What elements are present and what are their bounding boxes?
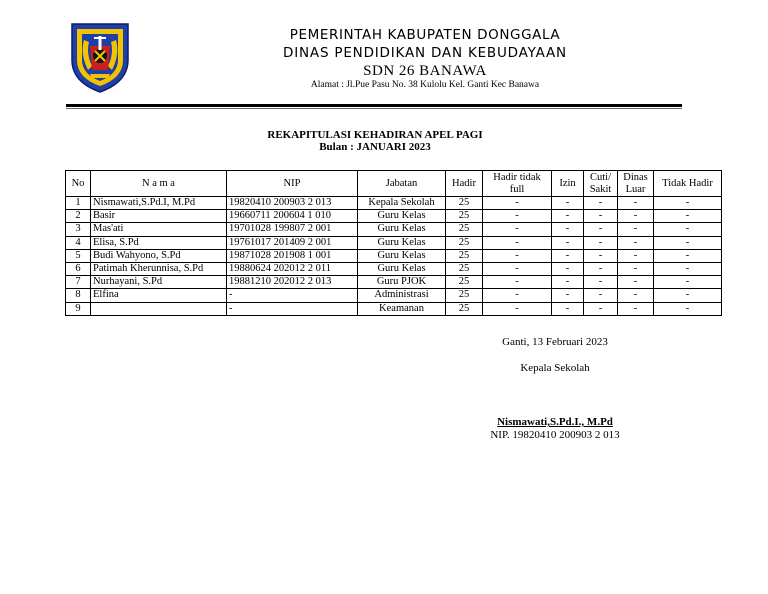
cell-no: 7: [66, 276, 91, 289]
cell-nip: 19820410 200903 2 013: [227, 197, 358, 210]
table-row: [66, 263, 722, 276]
cell-leave-sick: -: [584, 289, 618, 302]
cell-no: 4: [66, 236, 91, 249]
header-absent: Tidak Hadir: [654, 171, 722, 197]
cell-name: Elfina: [91, 289, 227, 302]
cell-absent: -: [654, 197, 722, 210]
table-row: [66, 236, 722, 249]
cell-official-duty: -: [618, 263, 654, 276]
cell-leave-sick: -: [584, 263, 618, 276]
cell-nip: 19871028 201908 1 001: [227, 249, 358, 262]
cell-no: 1: [66, 197, 91, 210]
cell-no: 8: [66, 289, 91, 302]
cell-absent: -: [654, 276, 722, 289]
cell-absent: -: [654, 223, 722, 236]
cell-partial-present: -: [483, 276, 552, 289]
cell-official-duty: -: [618, 197, 654, 210]
cell-name: Basir: [91, 210, 227, 223]
header-official-duty: Dinas Luar: [618, 171, 654, 197]
cell-present: 25: [446, 276, 483, 289]
cell-permission: -: [552, 276, 584, 289]
cell-absent: -: [654, 289, 722, 302]
cell-partial-present: -: [483, 289, 552, 302]
cell-present: 25: [446, 302, 483, 315]
cell-name: Nurhayani, S.Pd: [91, 276, 227, 289]
cell-official-duty: -: [618, 302, 654, 315]
cell-permission: -: [552, 263, 584, 276]
cell-position: Keamanan: [358, 302, 446, 315]
document-title: REKAPITULASI KEHADIRAN APEL PAGI: [267, 129, 483, 141]
table-row: [66, 302, 722, 315]
cell-present: 25: [446, 236, 483, 249]
letterhead-address: Alamat : Jl.Pue Pasu No. 38 Kulolu Kel. Ganti Kec Banawa: [310, 80, 540, 90]
cell-official-duty: -: [618, 223, 654, 236]
cell-partial-present: -: [483, 302, 552, 315]
letterhead-school-name: SDN 26 BANAWA: [363, 63, 487, 79]
document-period: Bulan : JANUARI 2023: [319, 141, 431, 153]
signature-nip: NIP. 19820410 200903 2 013: [490, 429, 620, 441]
cell-no: 5: [66, 249, 91, 262]
cell-present: 25: [446, 263, 483, 276]
cell-official-duty: -: [618, 276, 654, 289]
cell-name: Elisa, S.Pd: [91, 236, 227, 249]
cell-nip: 19881210 202012 2 013: [227, 276, 358, 289]
cell-position: Guru Kelas: [358, 263, 446, 276]
cell-partial-present: -: [483, 223, 552, 236]
header-no: No: [66, 171, 91, 197]
table-row: [66, 289, 722, 302]
cell-permission: -: [552, 249, 584, 262]
cell-no: 6: [66, 263, 91, 276]
signature-name: Nismawati,S.Pd.I., M.Pd: [497, 416, 613, 428]
header-name: N a m a: [91, 171, 227, 197]
cell-position: Kepala Sekolah: [358, 197, 446, 210]
cell-nip: 19701028 199807 2 001: [227, 223, 358, 236]
letterhead-government: PEMERINTAH KABUPATEN DONGGALA: [289, 27, 561, 43]
table-row: [66, 210, 722, 223]
regency-emblem-icon: [68, 20, 132, 94]
cell-leave-sick: -: [584, 302, 618, 315]
letterhead-department: DINAS PENDIDIKAN DAN KEBUDAYAAN: [283, 45, 567, 61]
cell-position: Guru PJOK: [358, 276, 446, 289]
cell-name: Mas'ati: [91, 223, 227, 236]
signature-role: Kepala Sekolah: [520, 362, 590, 374]
cell-present: 25: [446, 210, 483, 223]
cell-permission: -: [552, 210, 584, 223]
cell-leave-sick: -: [584, 197, 618, 210]
header-partial-present: Hadir tidak full: [483, 171, 552, 197]
cell-no: 9: [66, 302, 91, 315]
table-row: [66, 276, 722, 289]
cell-partial-present: -: [483, 210, 552, 223]
cell-official-duty: -: [618, 289, 654, 302]
cell-nip: 19761017 201409 2 001: [227, 236, 358, 249]
cell-leave-sick: -: [584, 236, 618, 249]
cell-absent: -: [654, 210, 722, 223]
cell-present: 25: [446, 289, 483, 302]
cell-nip: -: [227, 302, 358, 315]
cell-present: 25: [446, 249, 483, 262]
cell-position: Administrasi: [358, 289, 446, 302]
cell-no: 3: [66, 223, 91, 236]
cell-name: [91, 302, 227, 315]
cell-position: Guru Kelas: [358, 236, 446, 249]
header-nip: NIP: [227, 171, 358, 197]
cell-leave-sick: -: [584, 223, 618, 236]
table-row: [66, 223, 722, 236]
header-leave-sick: Cuti/ Sakit: [584, 171, 618, 197]
cell-nip: -: [227, 289, 358, 302]
cell-leave-sick: -: [584, 210, 618, 223]
cell-absent: -: [654, 302, 722, 315]
cell-permission: -: [552, 289, 584, 302]
cell-permission: -: [552, 302, 584, 315]
letterhead-divider: [66, 104, 682, 107]
table-header-row: [66, 171, 722, 197]
table-row: [66, 249, 722, 262]
cell-permission: -: [552, 223, 584, 236]
cell-official-duty: -: [618, 249, 654, 262]
cell-position: Guru Kelas: [358, 223, 446, 236]
cell-absent: -: [654, 249, 722, 262]
cell-name: Patimah Kherunnisa, S.Pd: [91, 263, 227, 276]
cell-partial-present: -: [483, 263, 552, 276]
header-position: Jabatan: [358, 171, 446, 197]
table-row: [66, 197, 722, 210]
cell-present: 25: [446, 223, 483, 236]
cell-no: 2: [66, 210, 91, 223]
cell-position: Guru Kelas: [358, 249, 446, 262]
cell-partial-present: -: [483, 249, 552, 262]
cell-present: 25: [446, 197, 483, 210]
cell-partial-present: -: [483, 236, 552, 249]
cell-name: Nismawati,S.Pd.I, M.Pd: [91, 197, 227, 210]
cell-official-duty: -: [618, 236, 654, 249]
cell-leave-sick: -: [584, 276, 618, 289]
header-present: Hadir: [446, 171, 483, 197]
attendance-table: [65, 170, 722, 316]
cell-position: Guru Kelas: [358, 210, 446, 223]
signature-place-date: Ganti, 13 Februari 2023: [502, 336, 608, 348]
cell-permission: -: [552, 236, 584, 249]
letterhead-divider-thin: [66, 108, 682, 109]
cell-permission: -: [552, 197, 584, 210]
cell-nip: 19660711 200604 1 010: [227, 210, 358, 223]
attendance-table-body: [66, 197, 722, 316]
cell-nip: 19880624 202012 2 011: [227, 263, 358, 276]
header-permission: Izin: [552, 171, 584, 197]
cell-absent: -: [654, 236, 722, 249]
cell-official-duty: -: [618, 210, 654, 223]
cell-partial-present: -: [483, 197, 552, 210]
cell-leave-sick: -: [584, 249, 618, 262]
cell-name: Budi Wahyono, S.Pd: [91, 249, 227, 262]
cell-absent: -: [654, 263, 722, 276]
